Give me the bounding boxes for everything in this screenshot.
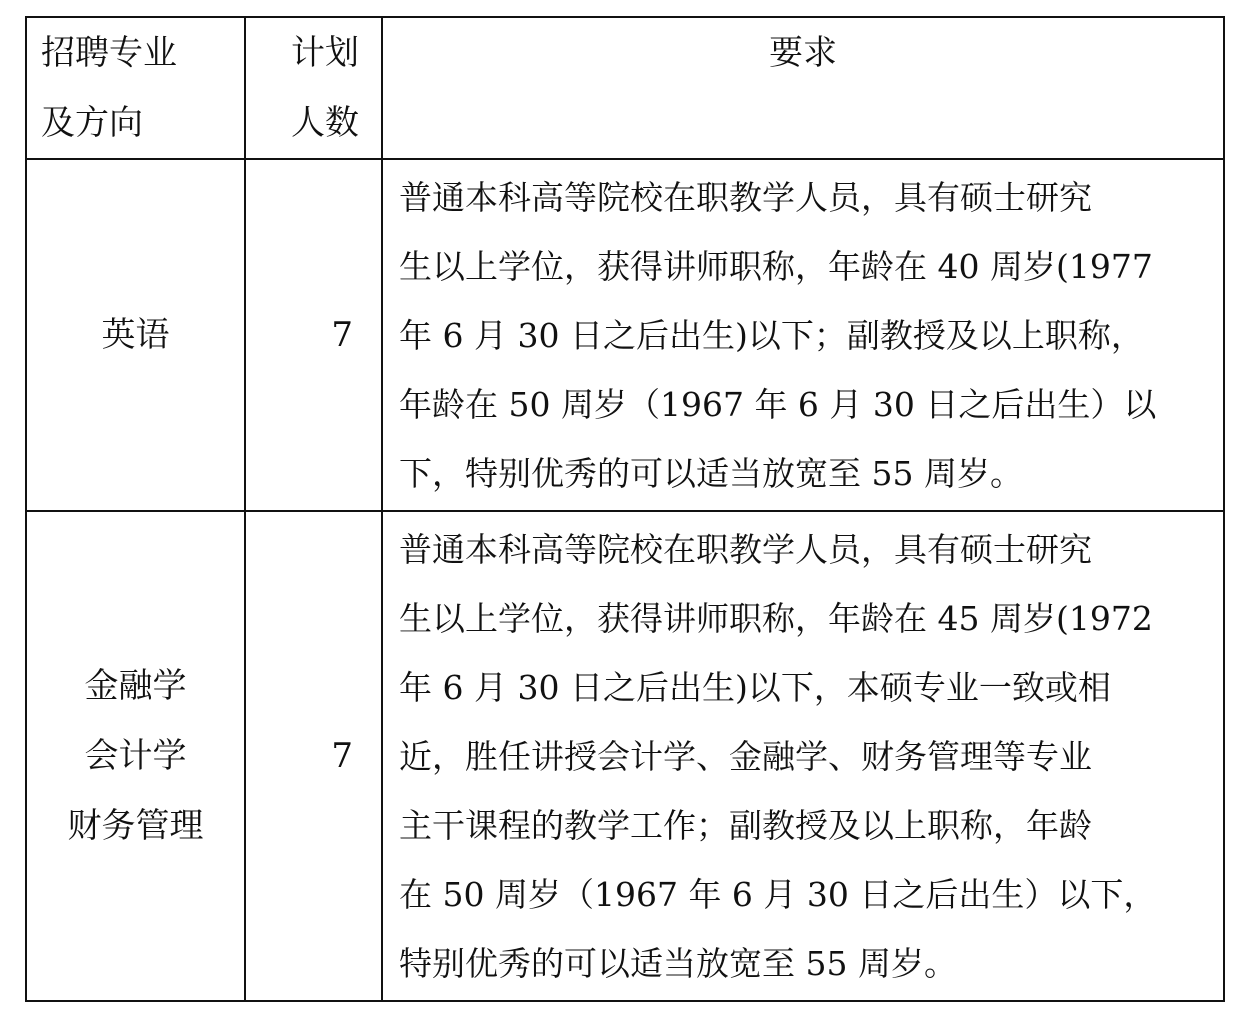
header-requirement-label: 要求	[769, 33, 837, 73]
header-plan-line2: 人数	[291, 103, 359, 143]
header-plan-line1: 计划	[291, 33, 359, 73]
requirement-line: 特别优秀的可以适当放宽至 55 周岁。	[399, 943, 957, 983]
major-line: 会计学	[84, 736, 187, 776]
row-major	[26, 511, 245, 1001]
requirement-line: 年 6 月 30 日之后出生)以下，本硕专业一致或相	[399, 667, 1111, 707]
header-plan-count	[245, 17, 382, 159]
requirement-line: 在 50 周岁（1967 年 6 月 30 日之后出生）以下，	[399, 874, 1157, 914]
recruitment-table-container	[25, 16, 1223, 1002]
requirement-line: 主干课程的教学工作；副教授及以上职称，年龄	[399, 805, 1092, 845]
requirement-line: 近，胜任讲授会计学、金融学、财务管理等专业	[399, 736, 1092, 776]
requirement-line: 普通本科高等院校在职教学人员，具有硕士研究	[399, 177, 1092, 217]
row-count: 7	[245, 159, 382, 511]
requirement-line: 年 6 月 30 日之后出生)以下；副教授及以上职称，	[399, 315, 1144, 355]
requirement-line: 普通本科高等院校在职教学人员，具有硕士研究	[399, 529, 1092, 569]
requirement-line: 生以上学位，获得讲师职称，年龄在 40 周岁(1977	[399, 246, 1153, 286]
table-row	[26, 511, 1224, 1001]
requirement-line: 下，特别优秀的可以适当放宽至 55 周岁。	[399, 453, 1023, 493]
header-requirement	[382, 17, 1224, 159]
major-line: 英语	[101, 315, 170, 355]
requirement-line: 年龄在 50 周岁（1967 年 6 月 30 日之后出生）以	[399, 384, 1157, 424]
row-requirement	[382, 159, 1224, 511]
row-major	[26, 159, 245, 511]
requirement-line: 生以上学位，获得讲师职称，年龄在 45 周岁(1972	[399, 598, 1153, 638]
header-major-line2: 及方向	[41, 103, 143, 143]
major-line: 金融学	[84, 666, 187, 706]
row-requirement	[382, 511, 1224, 1001]
header-major	[26, 17, 245, 159]
row-count: 7	[245, 511, 382, 1001]
recruitment-table	[25, 16, 1225, 1002]
table-row	[26, 159, 1224, 511]
table-header-row	[26, 17, 1224, 159]
major-line: 财务管理	[67, 806, 204, 846]
header-major-line1: 招聘专业	[41, 33, 177, 73]
